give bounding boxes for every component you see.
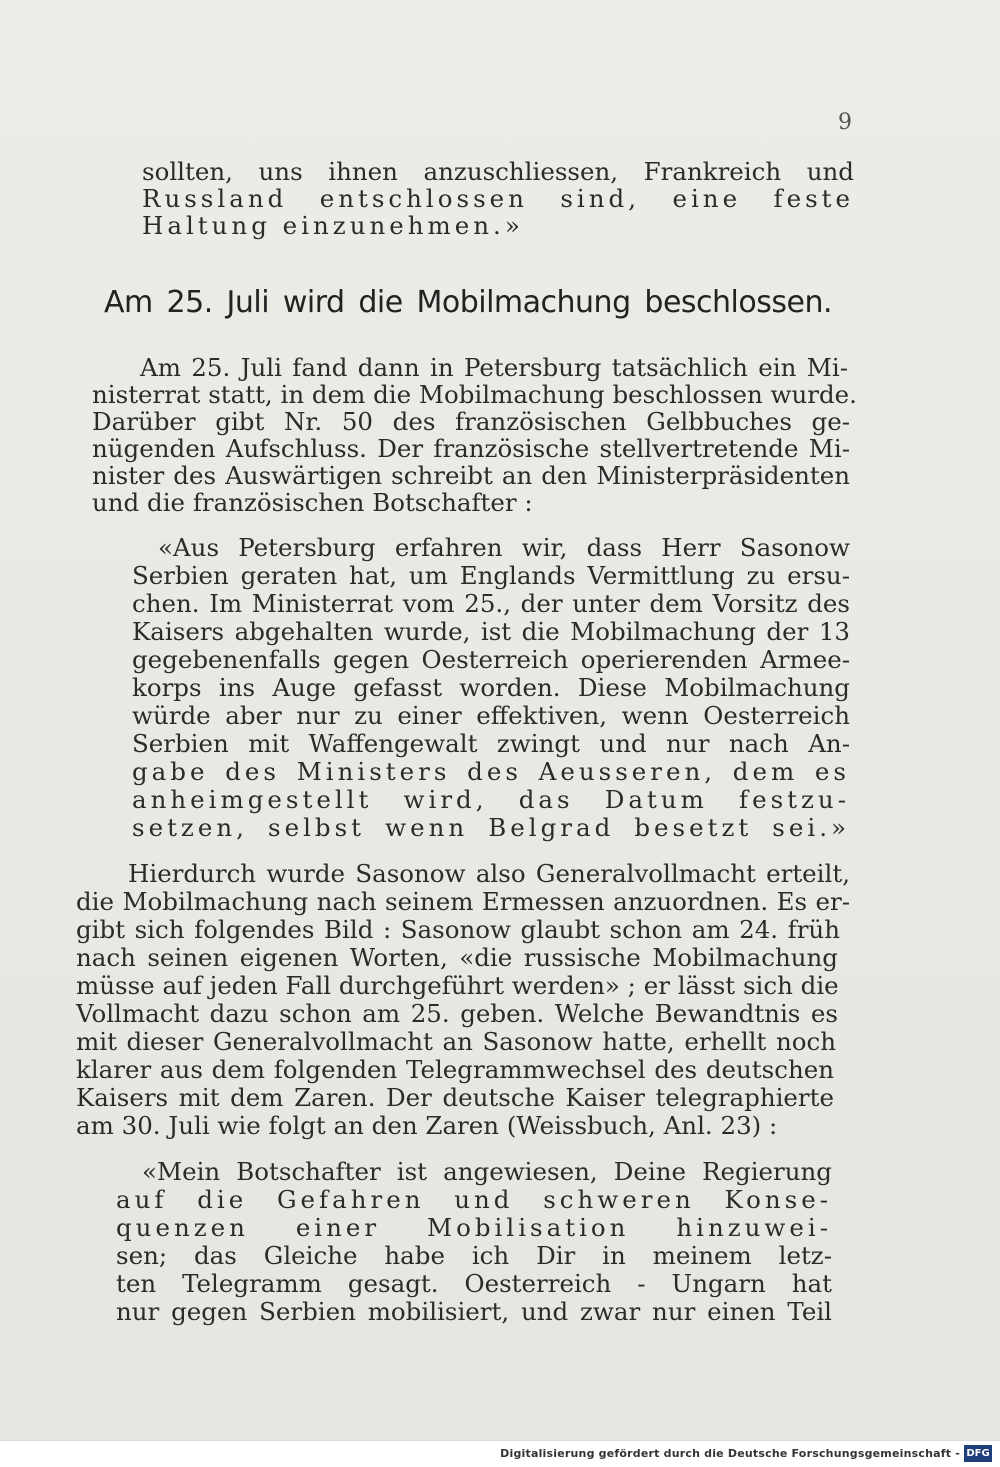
text-line: müsse auf jeden Fall durchgeführt werden» ; er lässt sich die — [76, 971, 839, 1000]
digitization-footer — [0, 1440, 1000, 1467]
text-line: klarer aus dem folgenden Telegrammwechsel des deutschen — [76, 1055, 834, 1084]
quote-line: gegebenenfalls gegen Oesterreich operierenden Armee- — [132, 645, 850, 674]
text-line: Am 25. Juli fand dann in Petersburg tatsächlich ein Mi- — [140, 353, 848, 382]
quote-line: Serbien mit Waffengewalt zwingt und nur nach An- — [132, 729, 850, 758]
quote-line: chen. Im Ministerrat vom 25., der unter dem Vorsitz des — [132, 589, 850, 618]
text-line: mit dieser Generalvollmacht an Sasonow hatte, erhellt noch — [76, 1027, 836, 1056]
text-line: nügenden Aufschluss. Der französische stellvertretende Mi- — [92, 434, 850, 463]
text-line: die Mobilmachung nach seinem Ermessen anzuordnen. Es er- — [76, 887, 850, 916]
quote-line: quenzen einer Mobilisation hinzuwei- — [116, 1213, 832, 1242]
quote-line: ten Telegramm gesagt. Oesterreich - Ungarn hat — [116, 1269, 832, 1298]
quote-line: setzen, selbst wenn Belgrad besetzt sei.» — [132, 813, 850, 842]
text-line: Vollmacht dazu schon am 25. geben. Welche Bewandtnis es — [76, 999, 838, 1028]
page-number: 9 — [838, 110, 852, 135]
text-line: nisterrat statt, in dem die Mobilmachung beschlossen wurde. — [92, 380, 857, 409]
text-line: am 30. Juli wie folgt an den Zaren (Weissbuch, Anl. 23) : — [76, 1111, 778, 1140]
text-line: gibt sich folgendes Bild : Sasonow glaubt schon am 24. früh — [76, 915, 840, 944]
quote-line: auf die Gefahren und schweren Konse- — [116, 1185, 832, 1214]
text-line: nach seinen eigenen Worten, «die russische Mobilmachung — [76, 943, 838, 972]
text-line: Kaisers mit dem Zaren. Der deutsche Kaiser telegraphierte — [76, 1083, 834, 1112]
text-line: Darüber gibt Nr. 50 des französischen Gelbbuches ge- — [92, 407, 850, 436]
text-line: Haltung einzunehmen.» — [142, 211, 524, 240]
quote-line: anheimgestellt wird, das Datum festzu- — [132, 785, 850, 814]
text-line: Russland entschlossen sind, eine feste — [142, 184, 854, 213]
text-line: sollten, uns ihnen anzuschliessen, Frankreich und — [142, 157, 854, 186]
quote-line: Kaisers abgehalten wurde, ist die Mobilmachung der 13 — [132, 617, 850, 646]
quote-line: gabe des Ministers des Aeusseren, dem es — [132, 757, 850, 786]
quote-line: Serbien geraten hat, um Englands Vermittlung zu ersu- — [132, 561, 850, 590]
quote-line: «Aus Petersburg erfahren wir, dass Herr Sasonow — [158, 533, 850, 562]
text-line: und die französischen Botschafter : — [92, 488, 533, 517]
quote-line: sen; das Gleiche habe ich Dir in meinem letz- — [116, 1241, 832, 1270]
quote-line: nur gegen Serbien mobilisiert, und zwar nur einen Teil — [116, 1297, 832, 1326]
text-line: Hierdurch wurde Sasonow also Generalvollmacht erteilt, — [128, 859, 850, 888]
dfg-logo-icon: DFG — [964, 1445, 992, 1462]
quote-line: würde aber nur zu einer effektiven, wenn Oesterreich — [132, 701, 850, 730]
section-heading: Am 25. Juli wird die Mobilmachung beschlossen. — [104, 285, 832, 320]
quote-line: «Mein Botschafter ist angewiesen, Deine Regierung — [142, 1157, 832, 1186]
quote-line: korps ins Auge gefasst worden. Diese Mobilmachung — [132, 673, 850, 702]
footer-credit: Digitalisierung gefördert durch die Deutsche Forschungsgemeinschaft - — [500, 1447, 960, 1460]
text-line: nister des Auswärtigen schreibt an den Ministerpräsidenten — [92, 461, 850, 490]
